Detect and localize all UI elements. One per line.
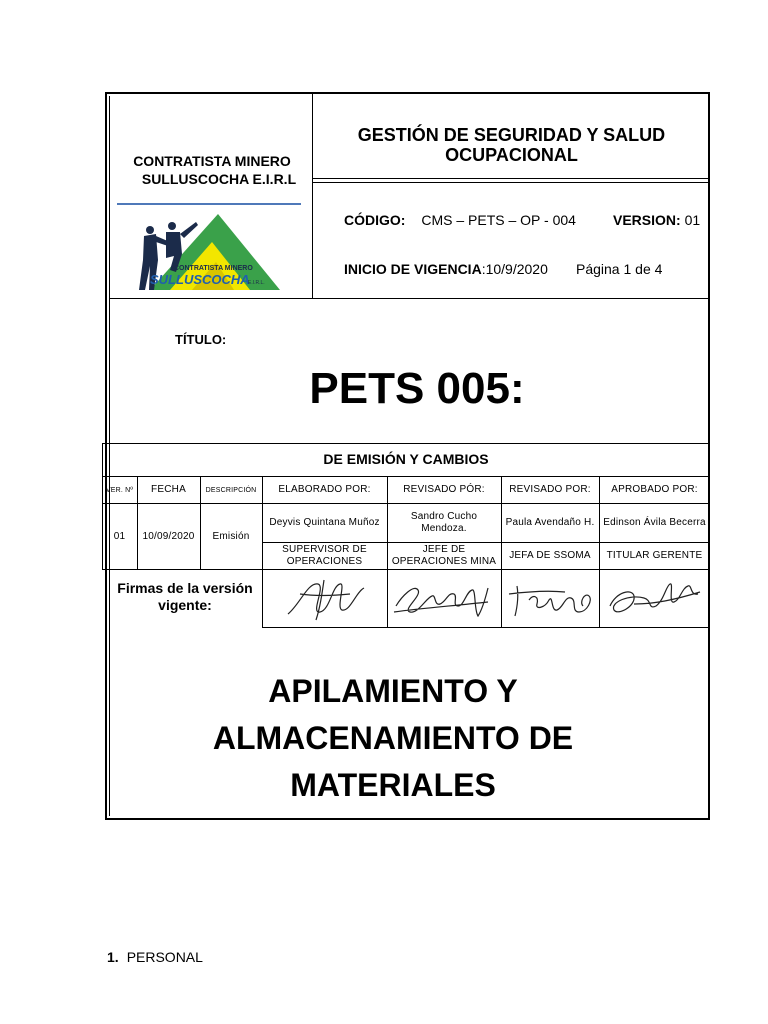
row-fecha: 10/09/2020 bbox=[142, 530, 195, 542]
elaborado-name: Deyvis Quintana Muñoz bbox=[269, 517, 380, 528]
version-row bbox=[613, 212, 700, 228]
logo-text-main: SULLUSCOCHA bbox=[150, 272, 250, 287]
signature-revisado-1 bbox=[392, 576, 492, 620]
col-header-version: VER. Nº bbox=[105, 486, 134, 494]
col-header-revisado-2: REVISADO POR: bbox=[509, 484, 591, 495]
company-logo bbox=[130, 212, 282, 292]
header-divider bbox=[312, 182, 709, 183]
revisado-1-role: JEFE DE OPERACIONES MINA bbox=[391, 544, 497, 567]
col-header-descripcion: DESCRIPCIÓN bbox=[205, 486, 257, 494]
header-title-line: GESTIÓN DE SEGURIDAD Y SALUD bbox=[357, 125, 666, 145]
codigo-value: CMS – PETS – OP - 004 bbox=[421, 212, 576, 228]
version-label: VERSION: bbox=[613, 212, 681, 228]
codigo-row bbox=[344, 212, 576, 228]
revisado-2-role: JEFA DE SSOMA bbox=[509, 550, 591, 561]
pets-number: PETS 005: bbox=[309, 364, 525, 413]
firmas-label-line: Firmas de la versión bbox=[117, 580, 253, 596]
revisado-2-name: Paula Avendaño H. bbox=[505, 517, 595, 528]
col-header-fecha: FECHA bbox=[151, 484, 186, 495]
logo-text-top: CONTRATISTA MINERO bbox=[174, 265, 253, 272]
logo-text-small: E.I.R.L. bbox=[248, 280, 265, 286]
aprobado-role: TITULAR GERENTE bbox=[606, 550, 703, 561]
signature-aprobado bbox=[604, 574, 704, 620]
codigo-label: CÓDIGO: bbox=[344, 212, 406, 228]
table-rule bbox=[102, 443, 710, 444]
vigencia-row bbox=[344, 261, 548, 277]
row-version: 01 bbox=[113, 530, 126, 542]
header-title-line: OCUPACIONAL bbox=[445, 145, 578, 165]
firmas-label bbox=[110, 580, 260, 614]
emission-table-title: DE EMISIÓN Y CAMBIOS bbox=[323, 451, 489, 467]
company-name-line: SULLUSCOCHA E.I.R.L bbox=[141, 171, 297, 187]
company-name-line: CONTRATISTA MINERO bbox=[133, 153, 291, 169]
document-title-line: MATERIALES bbox=[290, 767, 496, 803]
table-rule bbox=[102, 569, 710, 570]
vigencia-value: :10/9/2020 bbox=[481, 261, 548, 277]
revisado-1-name: Sandro Cucho Mendoza. bbox=[410, 511, 478, 534]
signature-revisado-2 bbox=[505, 578, 599, 622]
document-title-line: ALMACENAMIENTO DE bbox=[212, 720, 574, 756]
titulo-label: TÍTULO: bbox=[175, 332, 227, 347]
signature-elaborado bbox=[280, 574, 370, 624]
document-title-line: APILAMIENTO Y bbox=[268, 673, 518, 709]
elaborado-role: SUPERVISOR DE OPERACIONES bbox=[282, 544, 367, 567]
table-rule bbox=[262, 627, 710, 628]
section-heading bbox=[107, 949, 203, 965]
version-value: 01 bbox=[684, 212, 701, 228]
firmas-label-line: vigente: bbox=[158, 597, 212, 613]
aprobado-name: Edinson Ávila Becerra bbox=[603, 517, 706, 528]
section-title: PERSONAL bbox=[126, 949, 203, 965]
row-descripcion: Emisión bbox=[212, 530, 250, 542]
header-bottom-rule bbox=[109, 298, 709, 299]
logo-rule bbox=[117, 203, 301, 205]
header-divider bbox=[312, 178, 709, 179]
page-number: Página 1 de 4 bbox=[576, 261, 663, 277]
document-title bbox=[108, 668, 678, 809]
company-name bbox=[112, 152, 312, 188]
col-header-aprobado: APROBADO POR: bbox=[611, 484, 698, 495]
section-number: 1. bbox=[107, 949, 119, 965]
col-header-elaborado: ELABORADO POR: bbox=[278, 484, 371, 495]
vigencia-label: INICIO DE VIGENCIA bbox=[344, 261, 482, 277]
col-header-revisado-1: REVISADO PÓR: bbox=[403, 484, 485, 495]
header-title bbox=[313, 125, 710, 165]
